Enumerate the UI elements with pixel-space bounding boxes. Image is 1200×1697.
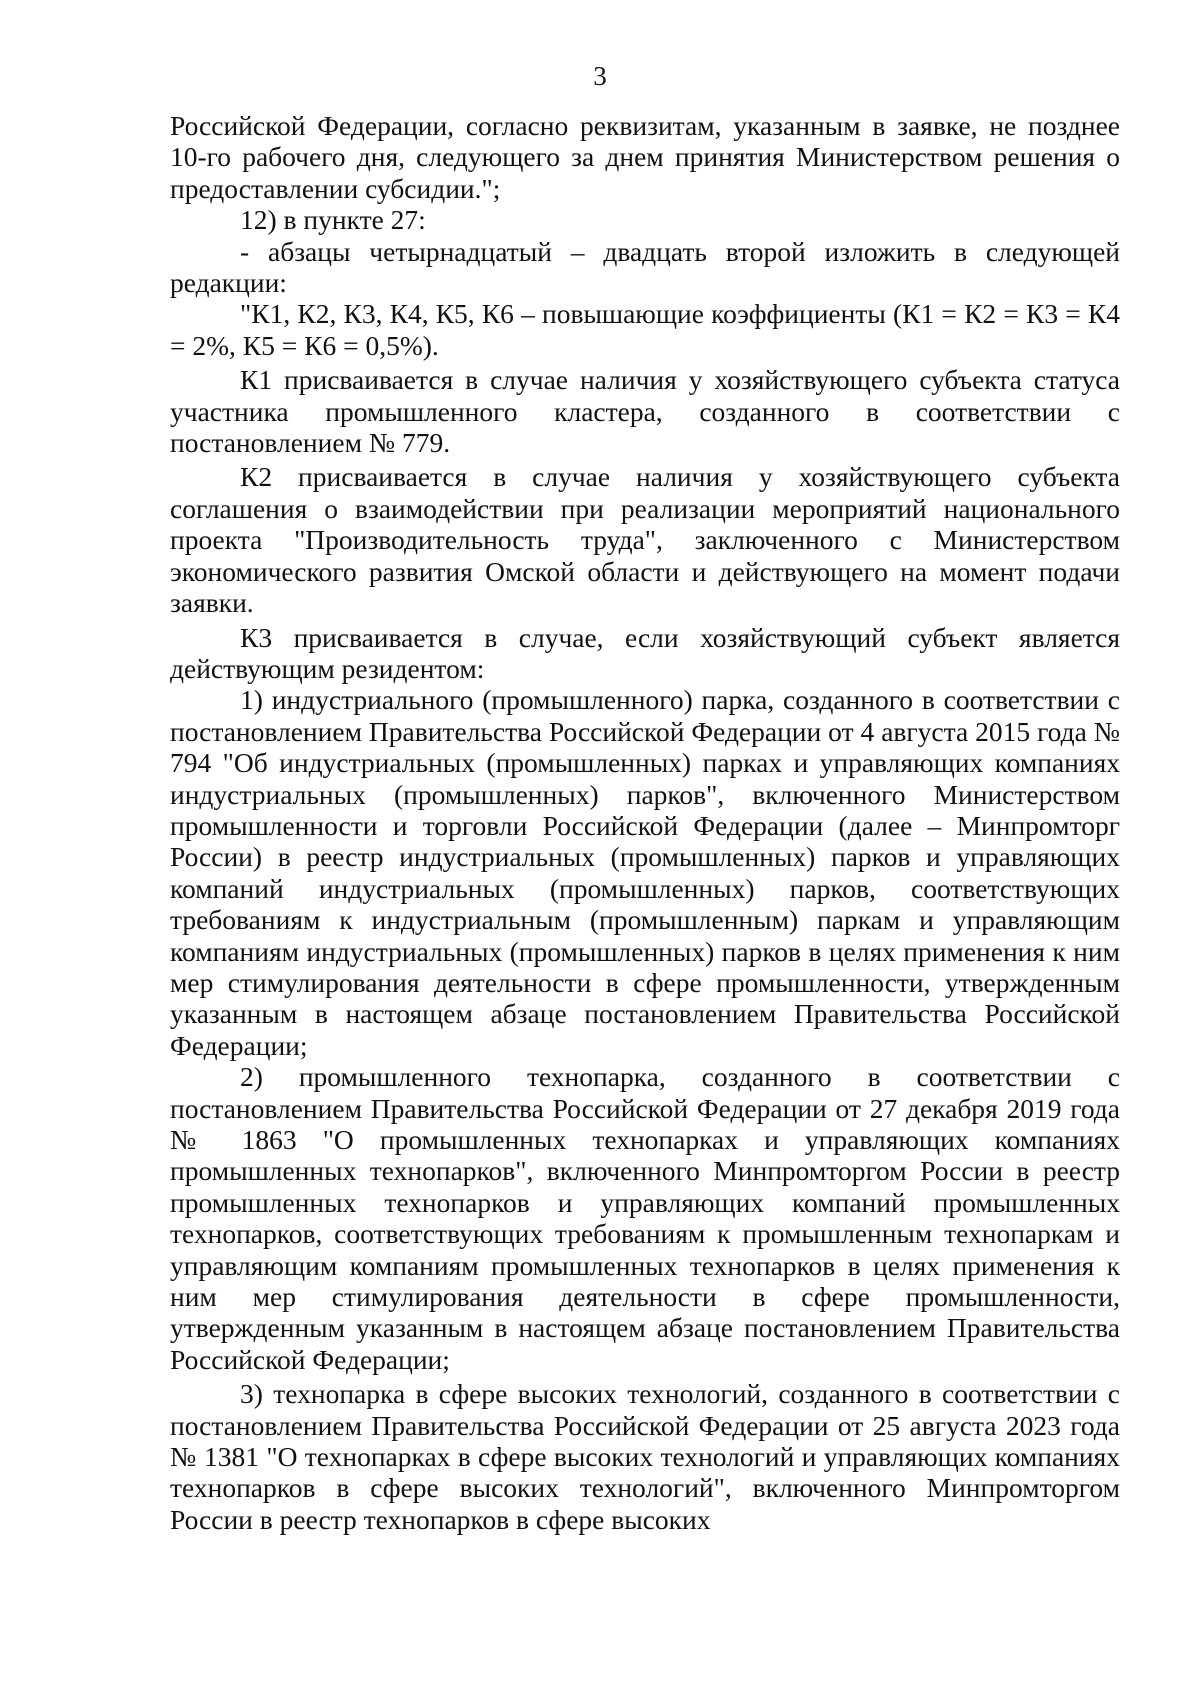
page-number: 3 [593, 61, 607, 91]
paragraph-industrial-technopark: 2) промышленного технопарка, созданного в соответствии с постановлением Правительства Российской Федерации от 27 декабря 2019 года № 1863 "О промышленных технопарках и управляющих компаниях промышленных технопарков", включенного Минпромторгом России в реестр промышленных технопарков и управляющих компаний промышленных технопарков, соответствующих требованиям к промышленным технопаркам и управляющим компаниям промышленных технопарков в целях применения к ним мер стимулирования деятельности в сфере промышленности, утвержденным указанным в настоящем абзаце постановлением Правительства Российской Федерации; [170, 1061, 1120, 1375]
paragraph-hightech-technopark: 3) технопарка в сфере высоких технологий, созданного в соответствии с постановлением Правительства Российской Федерации от 25 августа 2023 года № 1381 "О технопарках в сфере высоких технологий и управляющих компаниях технопарков в сфере высоких технологий", включенного Минпромторгом России в реестр технопарков в сфере высоких [170, 1378, 1120, 1535]
document-body [170, 110, 1120, 1535]
paragraph-abzatsy: - абзацы четырнадцатый – двадцать второй изложить в следующей редакции: [170, 235, 1120, 299]
paragraph-k3: К3 присваивается в случае, если хозяйствующий субъект является действующим резидентом: [170, 621, 1120, 684]
paragraph-coefficients: "К1, К2, К3, К4, К5, К6 – повышающие коэффициенты (К1 = К2 = К3 = К4 = 2%, К5 = К6 = 0,5%). [170, 298, 1120, 361]
paragraph-k1: К1 присваивается в случае наличия у хозяйствующего субъекта статуса участника промышленного кластера, созданного в соответствии с постановлением № 779. [170, 364, 1120, 459]
paragraph-continuation: Российской Федерации, согласно реквизитам, указанным в заявке, не позднее 10-го рабочего дня, следующего за днем принятия Министерством решения о предоставлении субсидии."; [170, 110, 1120, 204]
paragraph-item-12: 12) в пункте 27: [240, 204, 426, 236]
paragraph-industrial-park: 1) индустриального (промышленного) парка, созданного в соответствии с постановлением Правительства Российской Федерации от 4 августа 2015 года № 794 "Об индустриальных (промышленных) парках и управляющих компаниях индустриальных (промышленных) парков", включенного Министерством промышленности и торговли Российской Федерации (далее – Минпромторг России) в реестр индустриальных (промышленных) парков и управляющих компаний индустриальных (промышленных) парков, соответствующих требованиям к индустриальным (промышленным) паркам и управляющим компаниям индустриальных (промышленных) парков в целях применения к ним мер стимулирования деятельности в сфере промышленности, утвержденным указанным в настоящем абзаце постановлением Правительства Российской Федерации; [170, 684, 1120, 1061]
paragraph-k2: К2 присваивается в случае наличия у хозяйствующего субъекта соглашения о взаимодействии при реализации мероприятий национального проекта "Производительность труда", заключенного с Министерством экономического развития Омской области и действующего на момент подачи заявки. [170, 461, 1120, 619]
